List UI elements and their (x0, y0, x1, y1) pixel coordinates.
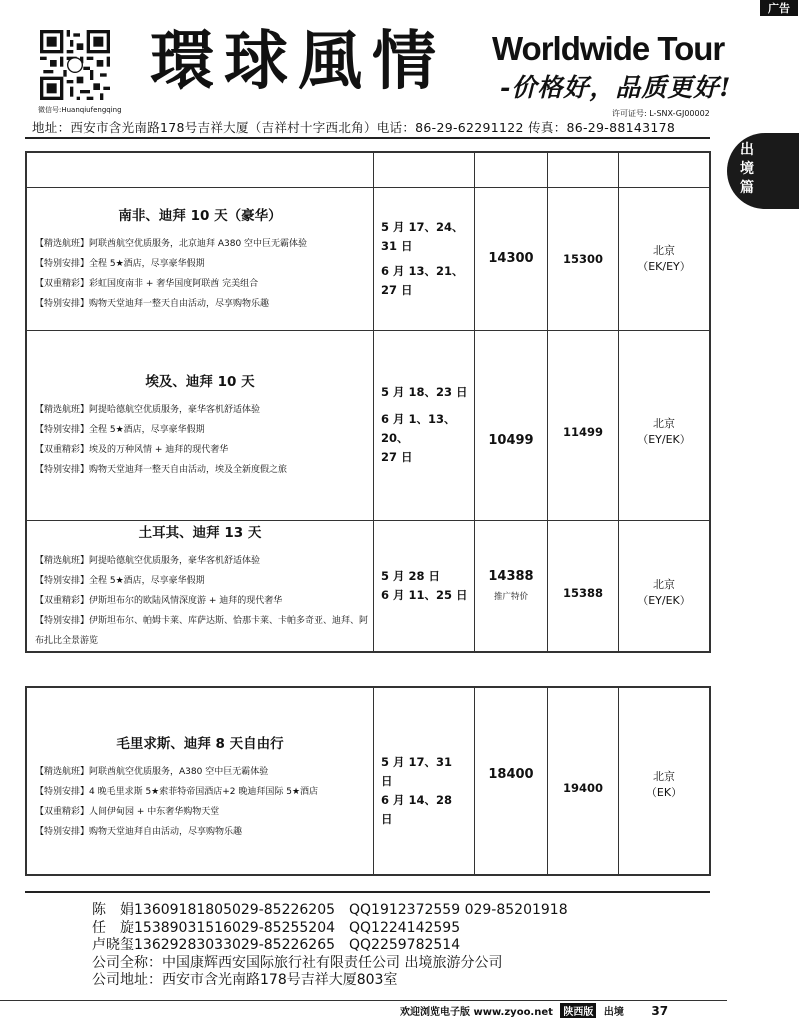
table-row (26, 187, 710, 330)
package-feature: 【精选航班】阿联酋航空优质服务，A380 空中巨无霸体验 (35, 767, 269, 777)
price: 14300 (488, 251, 534, 266)
package-feature: 【双重精彩】埃及的万种风情 + 迪拜的现代奢华 (35, 445, 229, 455)
airline-codes: （EK） (645, 786, 683, 799)
english-title: Worldwide Tour (492, 30, 725, 67)
departure-date: 6 月 14、28 (381, 793, 453, 807)
slogan: -价格好，品质更好! (500, 73, 732, 102)
table-header-row (26, 152, 710, 187)
table-row (26, 330, 710, 520)
company-name: 公司全称：中国康辉西安国际旅行社有限责任公司 出境旅游分公司 (92, 954, 503, 971)
footer-divider (0, 1000, 727, 1001)
edition-badge: 陕西版 (560, 1003, 596, 1018)
package-feature: 【双重精彩】伊斯坦布尔的欧陆风情深度游 + 迪拜的现代奢华 (35, 595, 283, 606)
departure-date: 6 月 1、13、20、 (381, 412, 456, 445)
contact-line: 陈 娟13609181805029-85226205 QQ1912372559 029-85201918 (92, 902, 568, 918)
airline-codes: （EY/EK） (637, 433, 691, 446)
departure-date: 27 日 (381, 450, 413, 464)
price-secondary: 15388 (562, 585, 603, 600)
ad-tag: 广告 (760, 0, 798, 16)
price-secondary: 15300 (562, 251, 603, 266)
departure-date: 6 月 13、21、 (381, 263, 464, 278)
package-feature: 【特别安排】全程 5★酒店，尽享豪华假期 (35, 575, 205, 586)
package-feature: 【特别安排】购物天堂迪拜一整天自由活动，尽享购物乐趣 (35, 298, 270, 309)
package-feature: 【特别安排】全程 5★酒店，尽享豪华假期 (35, 425, 205, 435)
price: 10499 (488, 432, 534, 448)
package-title: 南非、迪拜 10 天（豪华） (118, 207, 282, 224)
header-divider (25, 137, 710, 139)
departure-city: 北京 (653, 417, 675, 430)
package-table (25, 151, 711, 653)
package-feature: 【精选航班】阿联酋航空优质服务，北京迪拜 A380 空中巨无霸体验 (35, 238, 308, 249)
departure-date: 6 月 11、25 日 (381, 587, 468, 602)
departure-city: 北京 (653, 243, 675, 257)
price-secondary: 19400 (562, 781, 603, 795)
package-feature: 【特别安排】4 晚毛里求斯 5★索菲特帝国酒店+2 晚迪拜国际 5★酒店 (35, 787, 319, 797)
price: 14388 (488, 569, 534, 584)
table-row (26, 687, 710, 875)
qr-code-icon (40, 30, 110, 100)
departure-date: 5 月 28 日 (381, 568, 441, 583)
package-table-mauritius (25, 686, 711, 876)
footer-section: 出境 (603, 1007, 624, 1018)
package-feature: 【特别安排】伊斯坦布尔、帕姆卡莱、库萨达斯、恰那卡莱、卡帕多奇亚、迪拜、阿布扎比全景游览 (35, 615, 369, 646)
departure-date: 日 (381, 774, 393, 788)
wechat-id: 微信号:Huanqiufengqing (38, 106, 122, 114)
package-title: 埃及、迪拜 10 天 (145, 374, 255, 390)
price: 18400 (488, 766, 534, 782)
departure-date: 27 日 (381, 282, 413, 297)
side-tab-outbound (727, 133, 799, 209)
footer-browse-link[interactable]: 欢迎浏览电子版 www.zyoo.net (400, 1007, 553, 1018)
price-secondary: 11499 (562, 425, 603, 439)
package-feature: 【双重精彩】彩虹国度南非 + 奢华国度阿联酋 完美组合 (35, 278, 259, 289)
departure-date: 5 月 17、31 (381, 755, 453, 769)
departure-date: 5 月 18、23 日 (381, 385, 468, 399)
departure-date: 日 (381, 812, 393, 826)
footer (400, 1003, 668, 1018)
airline-codes: （EY/EK） (637, 593, 691, 607)
license-number: 许可证号: L-SNX-GJ00002 (612, 109, 710, 118)
departure-date: 31 日 (381, 238, 413, 253)
contact-line: 卢晓玺13629283033029-85226265 QQ2259782514 (92, 937, 461, 953)
table-row (26, 520, 710, 652)
contacts-divider (25, 891, 710, 893)
package-feature: 【精选航班】阿提哈德航空优质服务，豪华客机舒适体验 (35, 405, 261, 415)
contact-line: 任 旋15389031516029-85255204 QQ1224142595 (92, 919, 461, 936)
package-feature: 【精选航班】阿提哈德航空优质服务，豪华客机舒适体验 (35, 555, 261, 566)
page-number: 37 (651, 1004, 669, 1018)
package-title: 土耳其、迪拜 13 天 (138, 524, 262, 541)
brand-logo-text: 環球風情 (150, 24, 446, 99)
contacts-block (92, 902, 568, 990)
airline-codes: （EK/EY） (637, 259, 691, 273)
departure-date: 5 月 17、24、 (381, 219, 464, 234)
company-address-line: 地址：西安市含光南路178号吉祥大厦（吉祥村十字西北角）电话：86-29-62291122 传真：86-29-88143178 (32, 120, 676, 135)
package-title: 毛里求斯、迪拜 8 天自由行 (116, 736, 284, 752)
package-feature: 【特别安排】购物天堂迪拜一整天自由活动，埃及全新度假之旅 (35, 465, 288, 475)
departure-city: 北京 (653, 577, 675, 591)
company-address: 公司地址：西安市含光南路178号吉祥大厦803室 (92, 972, 398, 988)
package-feature: 【特别安排】购物天堂迪拜自由活动，尽享购物乐趣 (35, 827, 243, 837)
package-feature: 【双重精彩】人间伊甸园 + 中东奢华购物天堂 (35, 807, 220, 817)
departure-city: 北京 (653, 770, 675, 783)
package-feature: 【特别安排】全程 5★酒店，尽享豪华假期 (35, 258, 205, 269)
side-tab-label: 出境篇 (740, 142, 754, 196)
price-note: 推广特价 (493, 592, 528, 602)
